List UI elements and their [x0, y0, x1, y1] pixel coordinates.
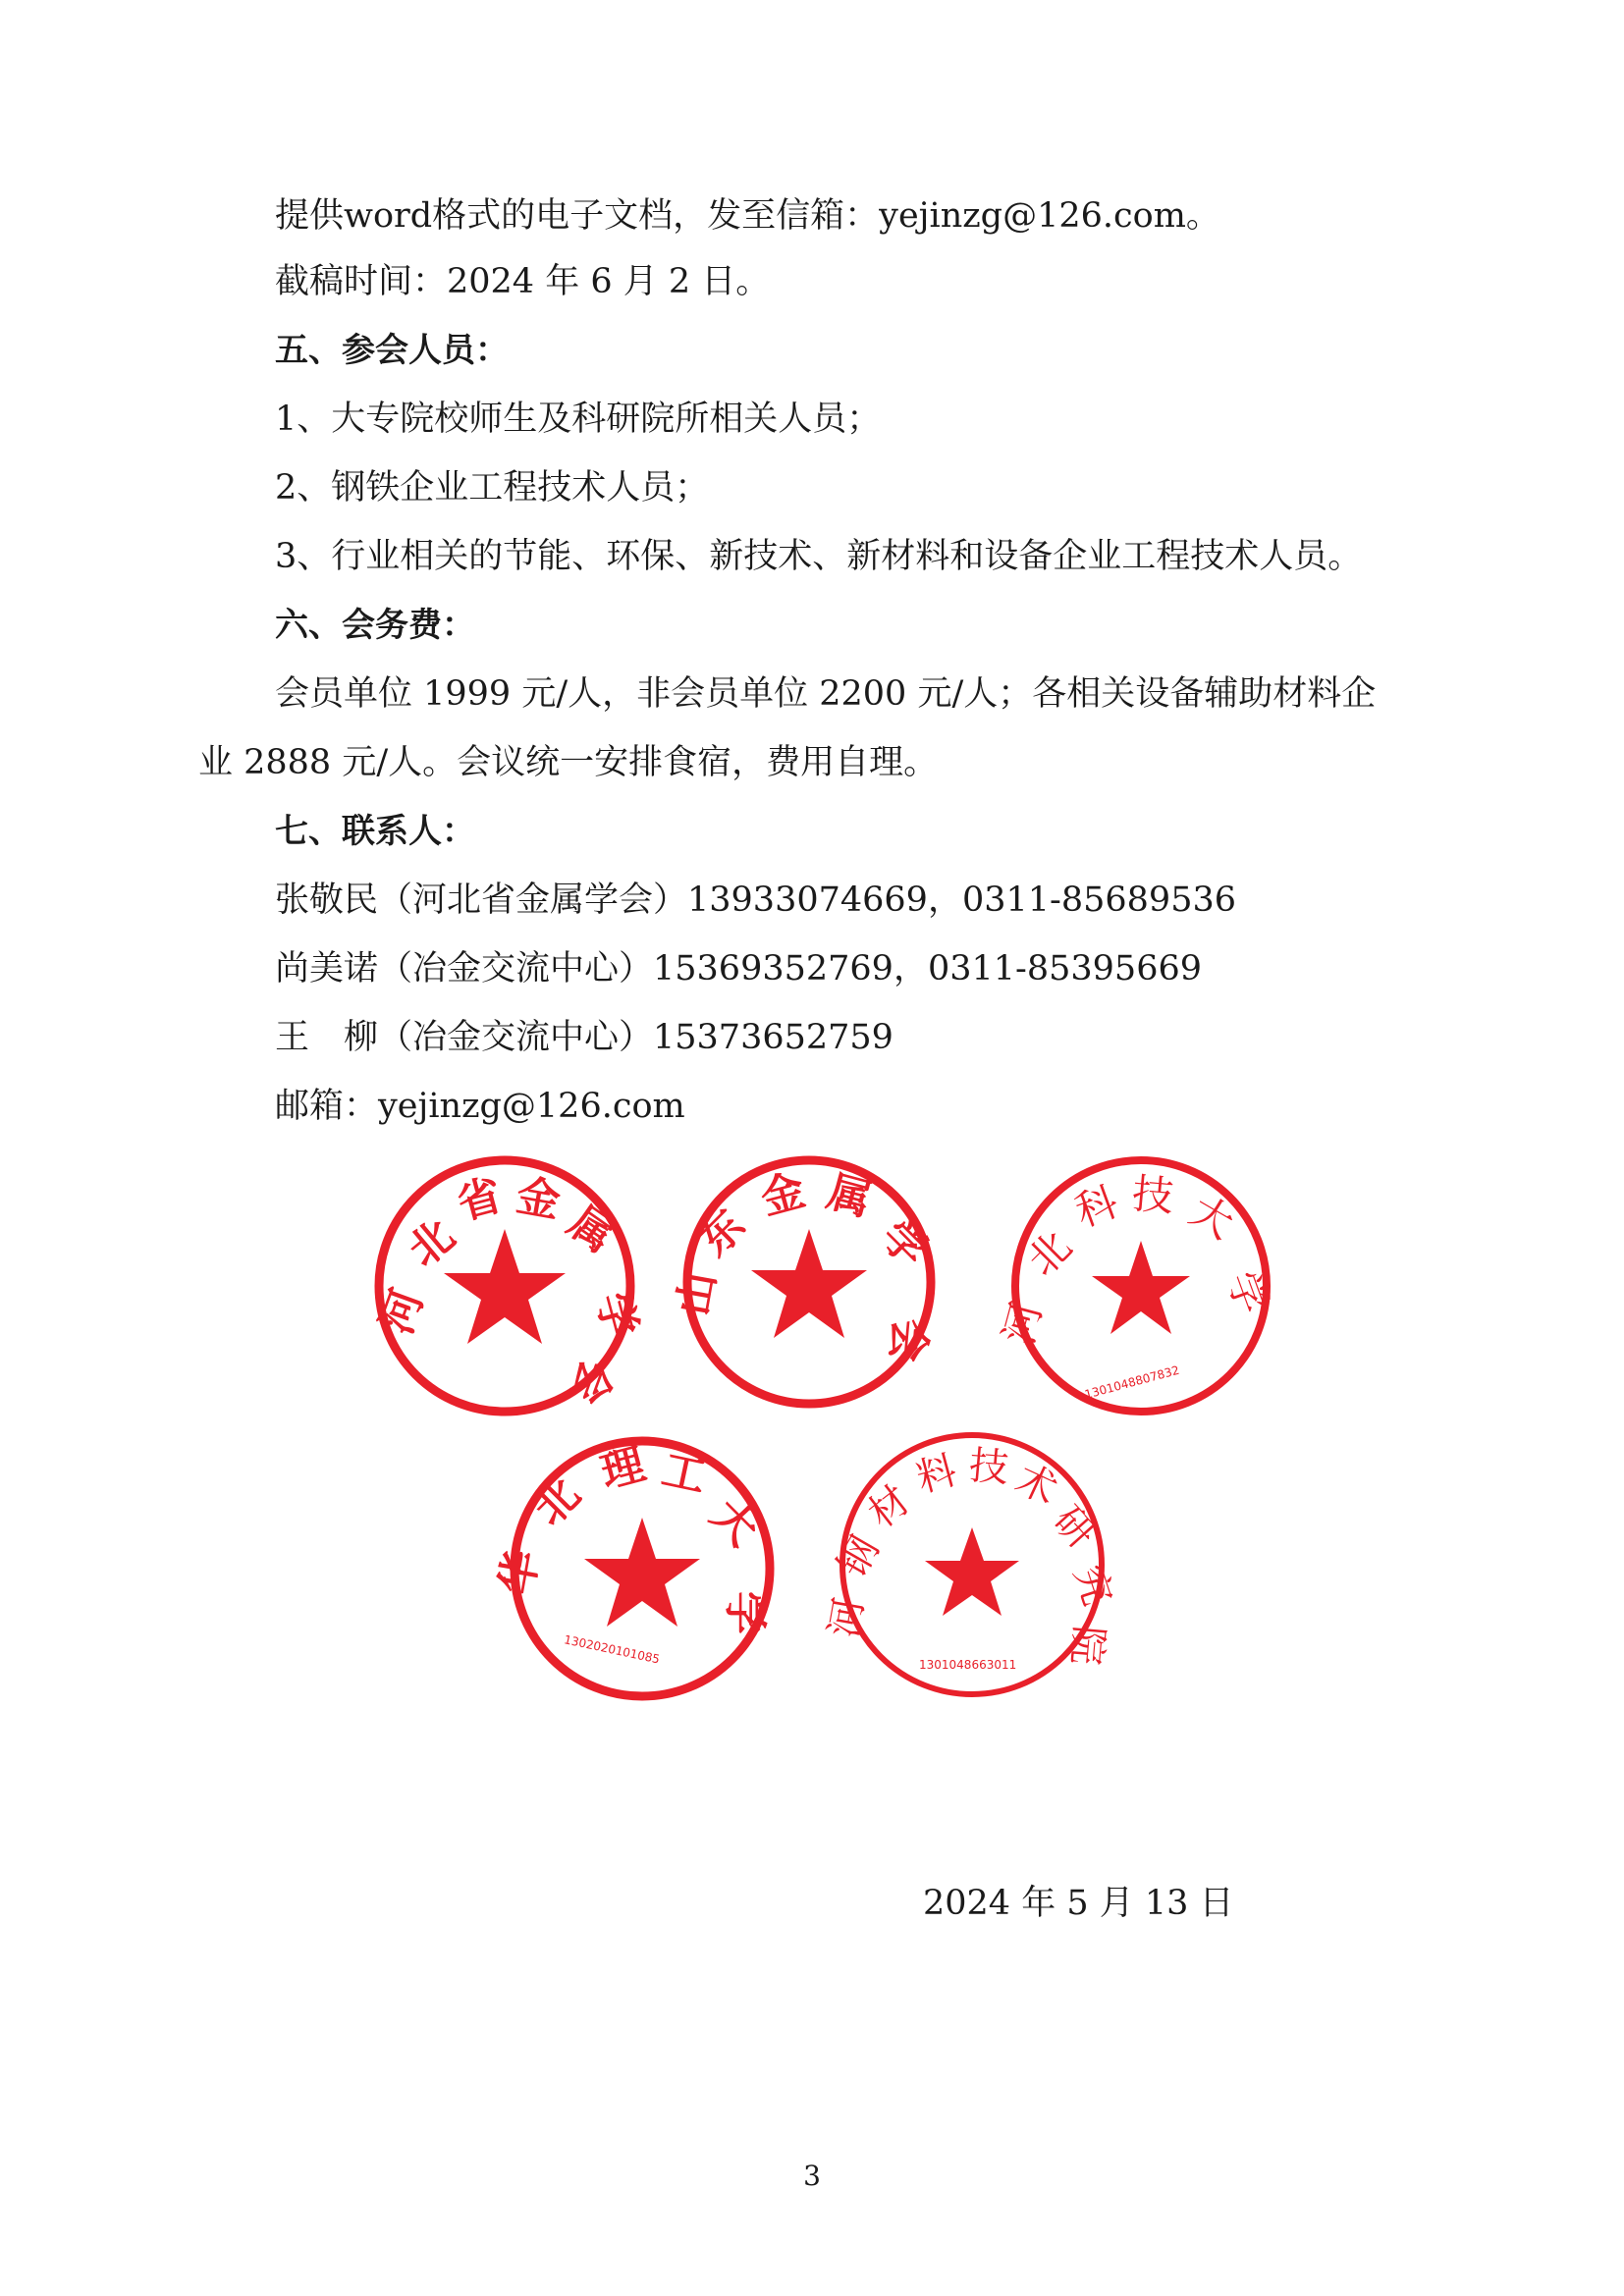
- svg-text:华: 华: [491, 1546, 549, 1598]
- svg-text:科: 科: [1068, 1176, 1124, 1237]
- svg-text:学: 学: [871, 1210, 938, 1277]
- svg-text:工: 工: [657, 1444, 711, 1503]
- seal-north-china-university-of-science-and-technology: [491, 1429, 782, 1708]
- seal-hebei-university-of-science-and-technology: [994, 1150, 1278, 1421]
- svg-text:河: 河: [371, 1282, 434, 1341]
- section-heading-fees: 六、会务费：: [275, 606, 475, 645]
- section-heading-attendees: 五、参会人员：: [275, 331, 509, 370]
- submission-line: 提供word格式的电子文档，发至信箱：yejinzg@126.com。: [275, 196, 1220, 236]
- svg-text:省: 省: [452, 1169, 508, 1230]
- contact-1: 张敬民（河北省金属学会）13933074669，0311-85689536: [275, 881, 1236, 920]
- fee-line-1: 会员单位 1999 元/人，非会员单位 2200 元/人；各相关设备辅助材料企: [275, 674, 1377, 714]
- svg-text:料: 料: [911, 1447, 962, 1502]
- svg-text:属: 属: [822, 1166, 877, 1227]
- svg-text:金: 金: [513, 1170, 565, 1228]
- deadline-line: 截稿时间：2024 年 6 月 2 日。: [275, 262, 771, 301]
- svg-text:学: 学: [1218, 1264, 1278, 1320]
- svg-text:理: 理: [595, 1438, 651, 1499]
- seal-hebei-metals-society: [369, 1150, 647, 1421]
- section-heading-contacts: 七、联系人：: [275, 812, 475, 851]
- seal-hbis-materials-technology-research-institute: [821, 1423, 1120, 1706]
- attendee-item-2: 2、钢铁企业工程技术人员；: [275, 468, 710, 507]
- svg-text:金: 金: [755, 1164, 811, 1225]
- svg-text:究: 究: [1064, 1559, 1120, 1612]
- svg-text:院: 院: [1062, 1624, 1111, 1667]
- svg-text:河: 河: [821, 1594, 873, 1641]
- email-line: 邮箱：yejinzg@126.com: [275, 1087, 685, 1126]
- seal-code: 1301048807832: [1083, 1362, 1181, 1402]
- svg-text:会: 会: [560, 1353, 623, 1412]
- seal-code: 1301048663011: [919, 1658, 1017, 1672]
- page-number: 3: [803, 2160, 821, 2192]
- svg-text:大: 大: [701, 1489, 768, 1556]
- document-date: 2024 年 5 月 13 日: [923, 1884, 1234, 1923]
- contact-2: 尚美诺（冶金交流中心）15369352769，0311-85395669: [275, 949, 1202, 988]
- seal-code: 1302020101085: [563, 1632, 662, 1667]
- seal-shandong-metals-society: [668, 1150, 941, 1414]
- svg-text:北: 北: [523, 1468, 590, 1535]
- svg-text:河: 河: [994, 1297, 1052, 1350]
- svg-text:术: 术: [1008, 1456, 1064, 1514]
- svg-text:技: 技: [1130, 1169, 1176, 1221]
- svg-text:东: 东: [688, 1200, 755, 1266]
- svg-text:研: 研: [1044, 1497, 1105, 1558]
- svg-text:北: 北: [399, 1210, 464, 1277]
- svg-text:山: 山: [668, 1267, 726, 1319]
- svg-text:钢: 钢: [829, 1528, 889, 1585]
- svg-text:会: 会: [881, 1316, 935, 1364]
- svg-text:属: 属: [559, 1197, 623, 1263]
- svg-text:技: 技: [967, 1443, 1010, 1492]
- svg-text:北: 北: [1017, 1221, 1081, 1286]
- svg-text:大: 大: [1182, 1186, 1242, 1249]
- fee-line-2: 业 2888 元/人。会议统一安排食宿，费用自理。: [198, 743, 939, 782]
- contact-3: 王 柳（冶金交流中心）15373652759: [275, 1018, 893, 1057]
- attendee-item-3: 3、行业相关的节能、环保、新技术、新材料和设备企业工程技术人员。: [275, 537, 1363, 576]
- svg-text:材: 材: [859, 1477, 919, 1537]
- svg-text:学: 学: [586, 1287, 647, 1343]
- svg-text:学: 学: [720, 1591, 770, 1634]
- attendee-item-1: 1、大专院校师生及科研院所相关人员；: [275, 400, 882, 439]
